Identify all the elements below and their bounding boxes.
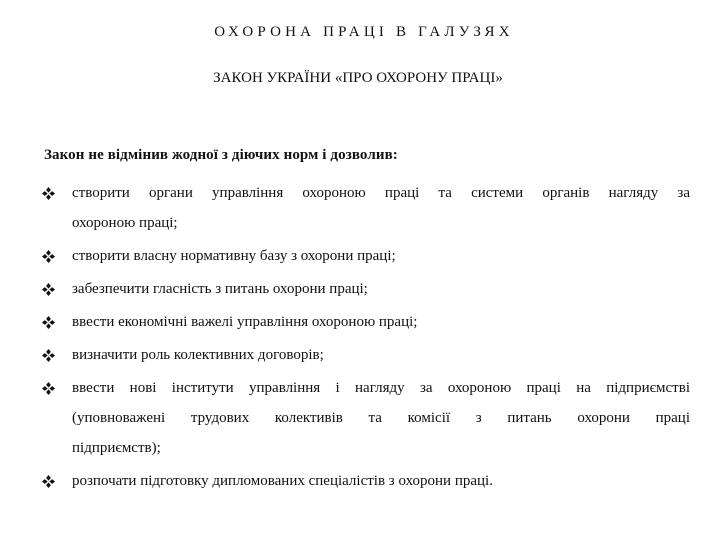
diamond-quad-bullet-icon: [42, 340, 72, 370]
list-item: [42, 340, 690, 370]
list-item-text: розпочати підготовку дипломованих спеціалістів з охорони праці.: [72, 473, 493, 489]
diamond-quad-bullet-icon: [42, 241, 72, 271]
list-item-text: [72, 178, 690, 238]
list-item: [42, 178, 690, 238]
diamond-quad-bullet-icon: [42, 307, 72, 337]
list-item-line: охороною праці;: [72, 215, 178, 231]
list-item: [42, 307, 690, 337]
list-item: [42, 274, 690, 304]
list-item: [42, 373, 690, 463]
list-item-line: (уповноважені трудових колективів та комісії з питань охорони праці: [72, 410, 690, 426]
page-header: ОХОРОНА ПРАЦІ В ГАЛУЗЯХ: [214, 24, 514, 40]
list-item-text: забезпечити гласність з питань охорони праці;: [72, 281, 368, 297]
list-item: [42, 241, 690, 271]
diamond-quad-bullet-icon: [42, 274, 72, 304]
list-item-line: підприємств);: [72, 440, 161, 456]
diamond-quad-bullet-icon: [42, 178, 72, 208]
list-item-line: створити органи управління охороною праці та системи органів нагляду за: [72, 185, 690, 201]
bullet-list: [42, 178, 690, 496]
law-title: ЗАКОН УКРАЇНИ «ПРО ОХОРОНУ ПРАЦІ»: [213, 70, 503, 86]
list-item-line: ввести нові інститути управління і нагляду за охороною праці на підприємстві: [72, 380, 690, 396]
diamond-quad-bullet-icon: [42, 373, 72, 403]
list-item: [42, 466, 690, 496]
list-item-text: створити власну нормативну базу з охорони праці;: [72, 248, 396, 264]
diamond-quad-bullet-icon: [42, 466, 72, 496]
intro-text: Закон не відмінив жодної з діючих норм і дозволив:: [44, 147, 398, 163]
list-item-text: ввести економічні важелі управління охороною праці;: [72, 314, 418, 330]
list-item-text: визначити роль колективних договорів;: [72, 347, 324, 363]
list-item-text: [72, 373, 690, 463]
